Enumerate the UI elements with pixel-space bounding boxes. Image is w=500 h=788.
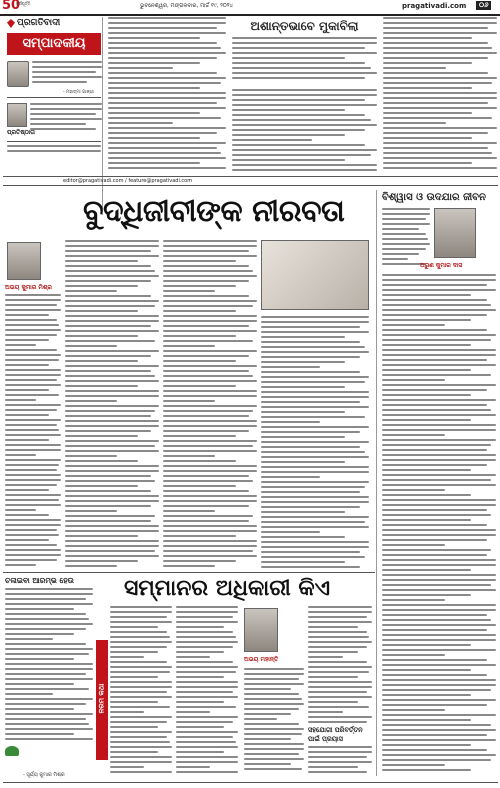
article-main (3, 240, 373, 570)
page-number: ୦୬ (476, 1, 491, 10)
author-photo-bottom (244, 608, 278, 652)
right-body (382, 274, 496, 774)
bottom-col-4 (308, 606, 372, 724)
bottom-byline: ଅଭୟ ମହାନ୍ତି (244, 656, 279, 663)
anchal-col-1 (108, 17, 226, 175)
bottom-col-5 (308, 746, 372, 778)
main-col-3 (163, 240, 257, 570)
sidebar-vertical (96, 640, 108, 760)
main-col-2 (65, 240, 159, 570)
bottom-subhead: ସହଯୋଗୀ ପରିବର୍ତ୍ତନ ପାଇଁ ପ୍ରୟାସ (308, 726, 363, 743)
main-byline: ଅଭୟ କୁମାର ମିଶ୍ର (5, 284, 52, 291)
bottom-col-1 (110, 606, 172, 776)
right-byline: ଅରୁଣ କୁମାର ଦାସ (420, 262, 463, 269)
editorial-divider (7, 97, 101, 98)
dateline: ଭୁବନେଶ୍ୱର, ମଙ୍ଗଳବାର, ମାର୍ଚ୍ଚ ୧୯, ୨୦୨୪ (140, 3, 234, 9)
author-photo-main (7, 242, 41, 280)
editorial-brand: ପ୍ରଗତିବାଦୀ (17, 18, 61, 28)
right-column-rule (376, 190, 377, 776)
bottom-headline: ସମ୍ମାନର ଅଧିକାରୀ କିଏ (124, 576, 331, 601)
founder-label: ପ୍ରତିଷ୍ଠାତା (7, 129, 35, 136)
editorial-divider-2 (7, 141, 101, 142)
column-left-author: - ସୂର୍ଯ୍ୟ କୁମାର ମିଶ୍ର (23, 772, 65, 778)
masthead (0, 0, 500, 14)
quote-author: - ମହାତ୍ମା ଗାନ୍ଧୀ (63, 90, 94, 95)
right-intro (382, 208, 430, 268)
anniversary-number: 50 (2, 0, 21, 13)
anchal-headline: ଅଶାନ୍ତଭାବେ ମୁକାବିଲା (250, 19, 359, 33)
column-left-body (5, 588, 93, 742)
editorial-contact-strip (3, 176, 498, 186)
gandhi-portrait (7, 61, 29, 87)
right-headline: ବିଶ୍ୱାସ ଓ ଉଦଯାର ଜୀବନ (382, 192, 486, 203)
contact-email[interactable]: editor@pragativadi.com / feature@pragativadi.com (63, 178, 193, 184)
founder-portrait (7, 103, 27, 127)
sidebar-vertical-label: ନରମ କଥା (97, 683, 106, 714)
article-right (380, 190, 498, 780)
article-anchal (108, 17, 498, 177)
anchal-intro (232, 37, 377, 85)
bottom-section-rule (3, 572, 375, 573)
anniversary-label: ବର୍ଷପୂର୍ତ୍ତି (16, 1, 31, 6)
website-link[interactable]: pragativadi.com (402, 2, 467, 10)
main-headline: ବୁଦ୍ଧିଜୀବୀଙ୍କ ନୀରବତା (83, 194, 345, 229)
masthead-rule (0, 14, 500, 16)
pen-nib-icon (7, 19, 15, 28)
bottom-col-2 (176, 606, 238, 776)
main-article-illustration (261, 240, 369, 310)
column-left-headline: ଚଳାଇବା ଆରମ୍ଭ ହେଉ (5, 576, 74, 585)
anniversary-logo (2, 0, 31, 14)
bottom-col-3 (244, 668, 304, 776)
founder-details (30, 103, 102, 137)
article-bottom (110, 576, 374, 784)
main-headline-banner (3, 190, 373, 236)
column-left (3, 576, 95, 784)
editorial-title: ସମ୍ପାଦକୀୟ (7, 33, 101, 55)
page-bottom-rule (3, 782, 498, 783)
main-col-4 (261, 316, 369, 570)
author-photo-right (434, 208, 476, 258)
lotus-logo-icon (5, 746, 19, 756)
editorial-contact-block (7, 145, 101, 159)
gandhi-quote-text (32, 61, 102, 87)
anchal-col-2 (232, 89, 377, 175)
main-col-1 (5, 294, 61, 570)
anchal-col-3 (383, 17, 497, 175)
